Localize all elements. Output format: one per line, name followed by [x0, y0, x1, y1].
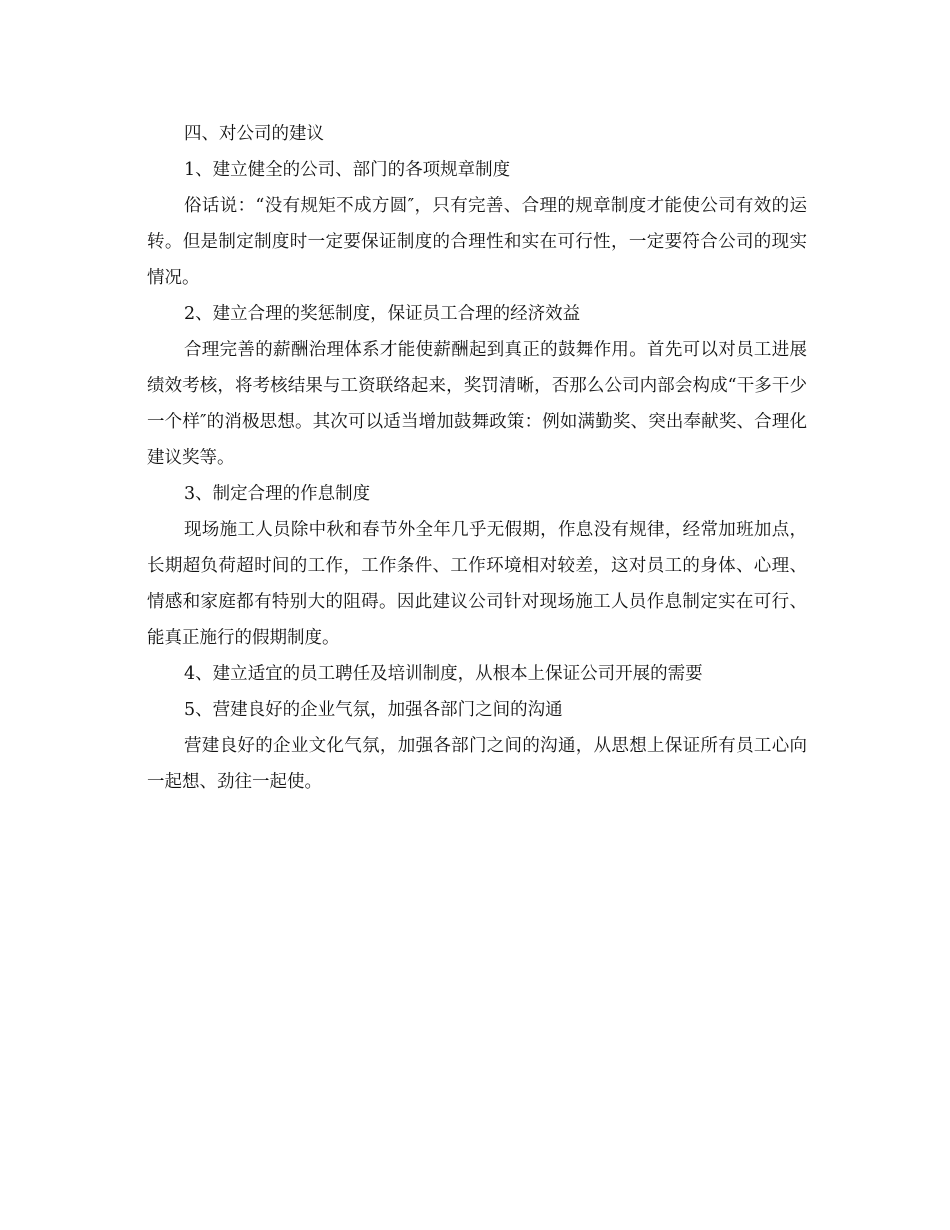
item-heading-3: 3、制定合理的作息制度 [184, 484, 371, 504]
item-body-3: 现场施工人员除中秋和春节外全年几乎无假期，作息没有规律，经常加班加点，长期超负荷超时间的工作，工作条件、工作环境相对较差，这对员工的身体、心理、情感和家庭都有特别大的阻碍。因此建议公司针对现场施工人员作息制定实在可行、能真正施行的假期制度。 [147, 520, 807, 648]
item-heading-4: 4、建立适宜的员工聘任及培训制度，从根本上保证公司开展的需要 [184, 664, 703, 684]
document-body [147, 116, 807, 800]
item-heading-5: 5、营建良好的企业气氛，加强各部门之间的沟通 [184, 700, 563, 720]
item-body-5: 营建良好的企业文化气氛，加强各部门之间的沟通，从思想上保证所有员工心向一起想、劲往一起使。 [147, 736, 807, 792]
item-body-2: 合理完善的薪酬治理体系才能使薪酬起到真正的鼓舞作用。首先可以对员工进展绩效考核，将考核结果与工资联络起来，奖罚清晰，否那么公司内部会构成“干多干少一个样″的消极思想。其次可以适当增加鼓舞政策：例如满勤奖、突出奉献奖、合理化建议奖等。 [147, 340, 807, 468]
item-heading-2: 2、建立合理的奖惩制度，保证员工合理的经济效益 [184, 304, 581, 324]
section-title: 四、对公司的建议 [184, 124, 324, 144]
item-body-1: 俗话说：“没有规矩不成方圆″，只有完善、合理的规章制度才能使公司有效的运转。但是制定制度时一定要保证制度的合理性和实在可行性，一定要符合公司的现实情况。 [147, 196, 807, 288]
item-heading-1: 1、建立健全的公司、部门的各项规章制度 [184, 160, 511, 180]
